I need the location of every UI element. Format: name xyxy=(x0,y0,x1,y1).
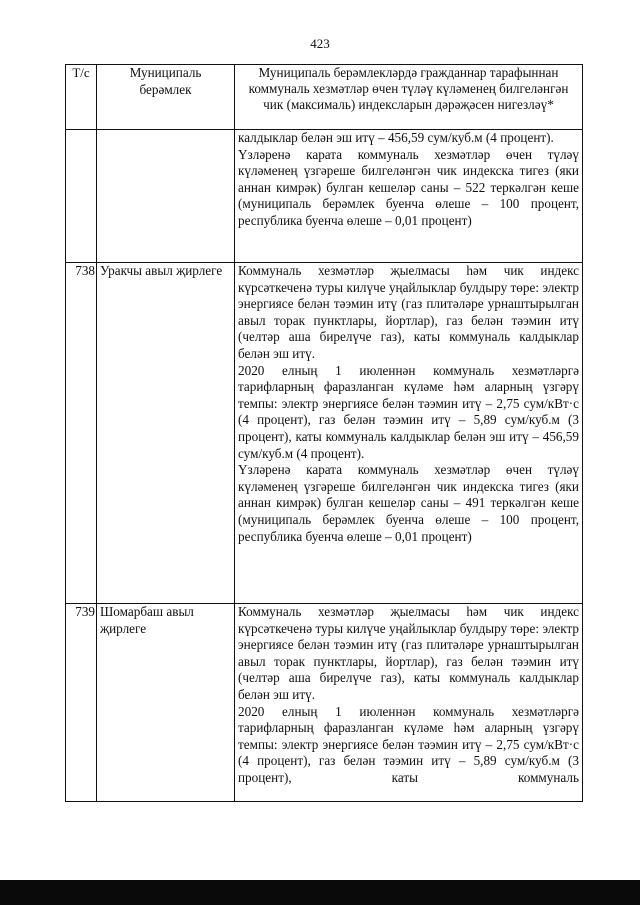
row-description-cell xyxy=(235,130,583,263)
row-num-cell xyxy=(66,130,97,263)
row-municipality: Шомарбаш авыл җирлеге xyxy=(97,604,235,802)
row-num: 738 xyxy=(66,263,97,604)
row-municipality: Уракчы авыл җирлеге xyxy=(97,263,235,604)
paragraph: калдыклар белән эш итү – 456,59 сум/куб.м (4 процент). xyxy=(238,130,554,145)
paragraph: 2020 елның 1 июленнән коммуналь хезмәтләргә тарифларның фаразланган күләме һәм аларның үзгәрү темпы: электр энергиясе белән тәэмин итү – 2,75 сум/кВт·с (4 процент), газ белән тәэмин итү – 5,89 сум/куб.м (3 процент), каты коммуналь xyxy=(238,703,579,785)
header-description: Муниципаль берәмлекләрдә гражданнар тарафыннан коммуналь хезмәтләр өчен түләү күләменең билгеләнгән чик (максималь) индексларын дәрәҗәсен нигезләү* xyxy=(235,65,583,130)
page-number: 423 xyxy=(310,36,330,51)
row-description xyxy=(235,604,583,802)
table-row xyxy=(66,263,583,604)
row-num: 739 xyxy=(66,604,97,802)
row-description xyxy=(235,263,583,604)
scan-edge-bar xyxy=(0,880,640,905)
tariff-table xyxy=(65,64,583,802)
paragraph: Үзләренә карата коммуналь хезмәтләр өчен түләү күләменең үзгәреше билгеләнгән чик индекска тигез (яки аннан кимрәк) булган кешеләр саны – 522 теркәлгән кеше (муниципаль берәмлек буенча өлеше – 100 процент, республика буенча өлеше – 0,01 процент) xyxy=(238,146,579,228)
row-municipality-cell xyxy=(97,130,235,263)
header-municipality: Муниципаль берәмлек xyxy=(97,65,235,130)
paragraph: Коммуналь хезмәтләр җыелмасы һәм чик индекс күрсәткеченә туры килүче уңайлыклар булдыру төре: электр энергиясе белән тәэмин итү (газ плитәләре урнаштырылган авыл торак пунктлары, йортлар), газ белән тәэмин итү (челтәр аша бирелүче газ), каты коммуналь калдыклар белән эш итү. xyxy=(238,263,579,361)
paragraph: 2020 елның 1 июленнән коммуналь хезмәтләргә тарифларның фаразланган күләме һәм аларның үзгәрү темпы: электр энергиясе белән тәэмин итү – 2,75 сум/кВт·с (4 процент), газ белән тәэмин итү – 5,89 сум/куб.м (3 процент), каты коммуналь калдыклар белән эш итү – 456,59 сум/куб.м (4 процент). xyxy=(238,362,579,461)
paragraph: Коммуналь хезмәтләр җыелмасы һәм чик индекс күрсәткеченә туры килүче уңайлыклар булдыру төре: электр энергиясе белән тәэмин итү (газ плитәләре урнаштырылган авыл торак пунктлары, йортлар), газ белән тәэмин итү (челтәр аша бирелүче газ), каты коммуналь калдыклар белән эш итү. xyxy=(238,604,579,702)
paragraph: Үзләренә карата коммуналь хезмәтләр өчен түләү күләменең үзгәреше билгеләнгән чик индекска тигез (яки аннан кимрәк) булган кешеләр саны – 491 теркәлгән кеше (муниципаль берәмлек буенча өлеше – 100 процент, республика буенча өлеше – 0,01 процент) xyxy=(238,462,579,544)
table-header-row xyxy=(66,65,583,130)
table-row-continuation xyxy=(66,130,583,263)
table-row xyxy=(66,604,583,802)
header-num: Т/с xyxy=(66,65,97,130)
